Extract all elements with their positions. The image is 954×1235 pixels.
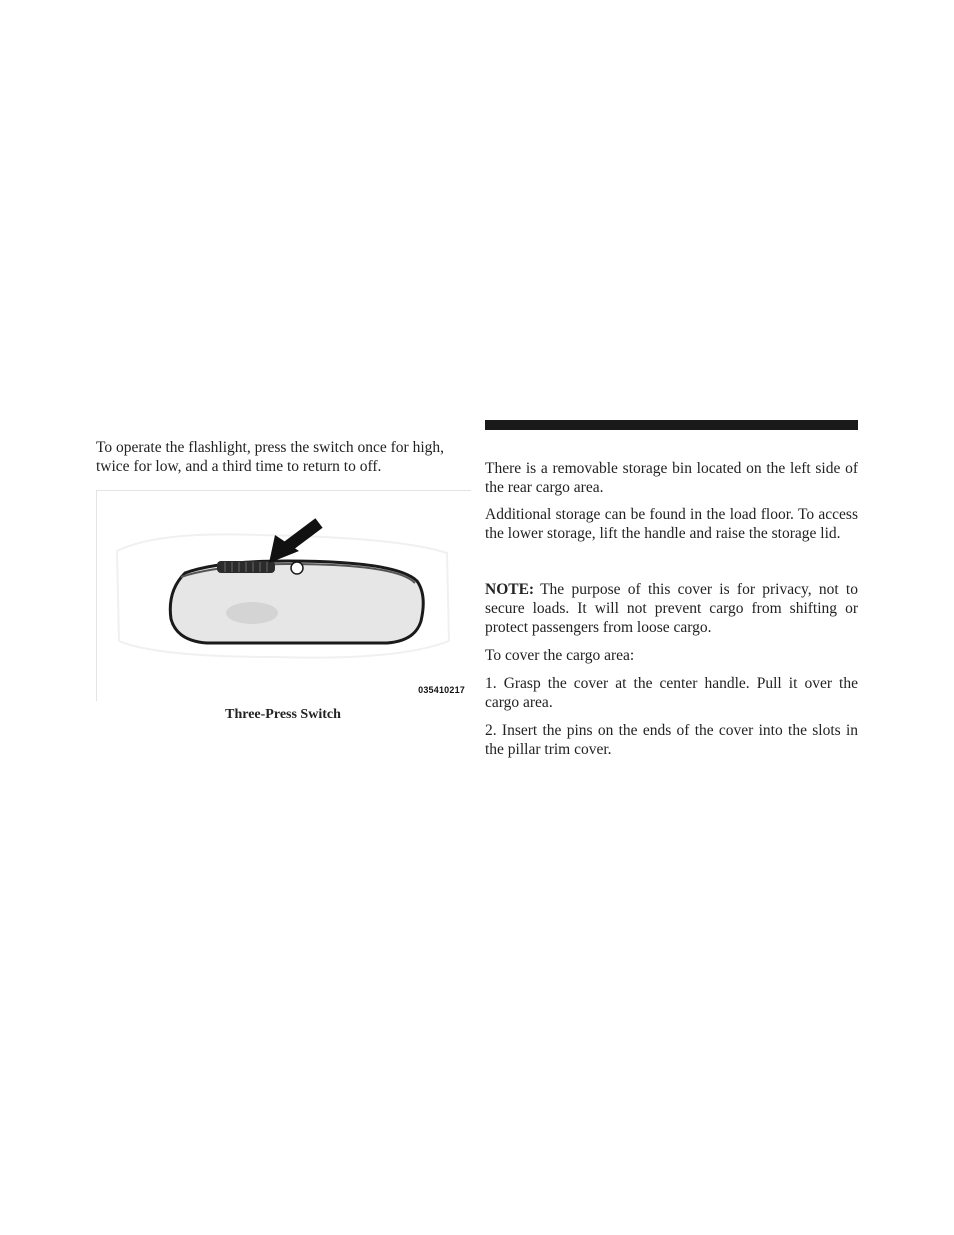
note-paragraph [485,580,858,637]
section-divider-bar [485,420,858,430]
additional-storage-paragraph: Additional storage can be found in the load floor. To access the lower storage, lift the handle and raise the storage lid. [485,506,858,542]
figure-code: 035410217 [418,685,465,695]
cover-intro-paragraph: To cover the cargo area: [485,647,635,664]
note-text: The purpose of this cover is for privacy, not to secure loads. It will not prevent cargo from shifting or protect passengers from loose cargo. [485,581,858,636]
step-1-paragraph: 1. Grasp the cover at the center handle. Pull it over the cargo area. [485,675,858,711]
figure-caption: Three-Press Switch [225,707,341,722]
left-column [96,438,470,723]
flashlight-instructions: To operate the flashlight, press the switch once for high, twice for low, and a third time to return to off. [96,439,445,475]
lens-shading [226,602,278,624]
storage-bin-paragraph: There is a removable storage bin located on the left side of the rear cargo area. [485,460,858,496]
screw [291,562,303,574]
note-label: NOTE: [485,581,535,598]
step-2-paragraph: 2. Insert the pins on the ends of the cover into the slots in the pillar trim cover. [485,722,858,758]
flashlight-illustration [97,491,471,701]
three-press-switch-figure [96,490,471,701]
right-column [485,420,858,759]
arrow-icon [269,523,319,563]
